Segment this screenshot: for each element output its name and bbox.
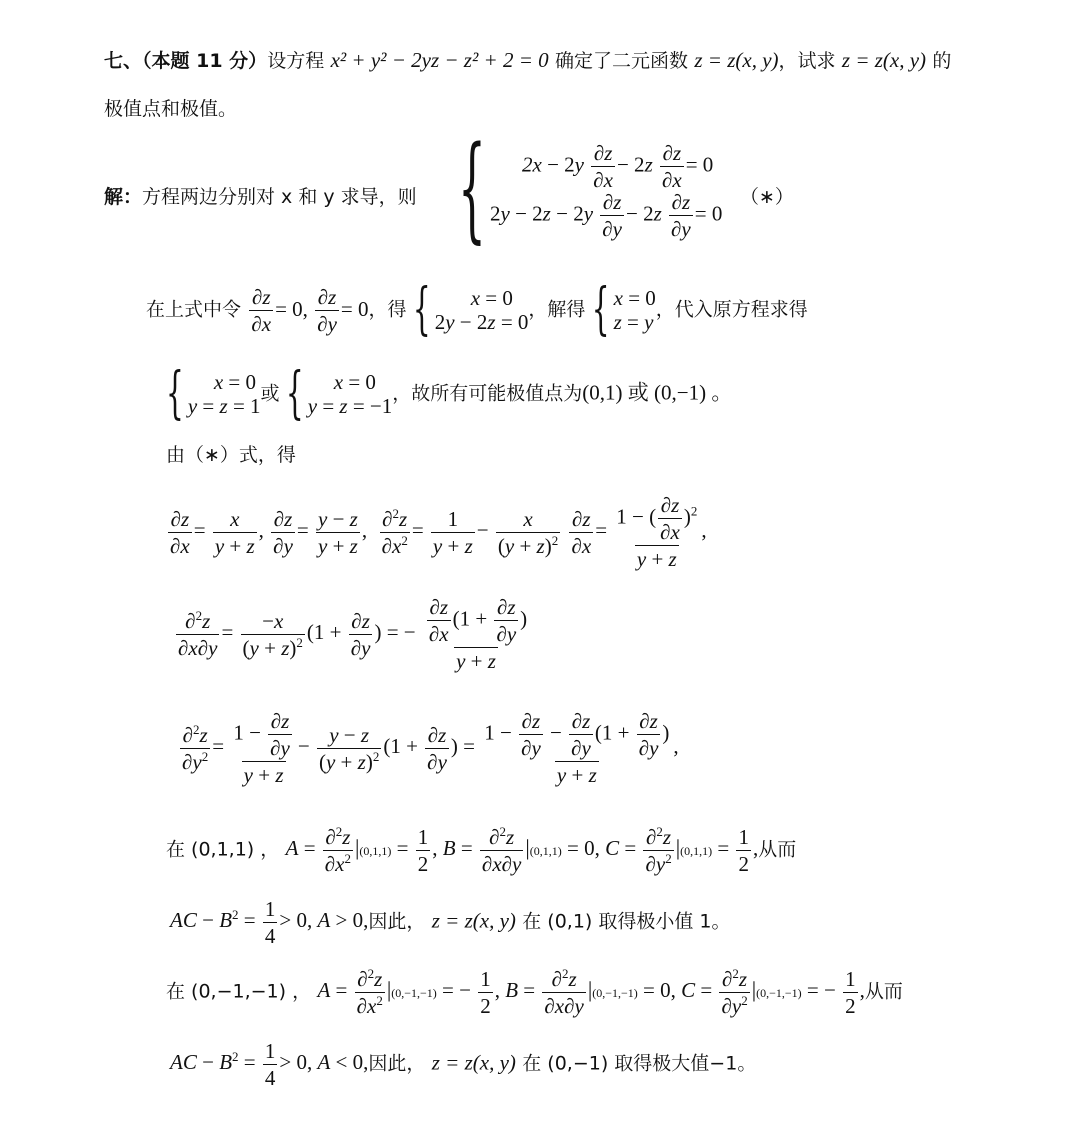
critical-condition-line: 在上式中令 $\frac{\partial z}{\partial x}$ = 0, $\frac{\partial z}{\partial y}$ = 0，得 { x = 0 2y − 2z = 0 ，解得 { x = 0 z = y ，代入原方程求得 [146,276,808,343]
get-text: ，得 [368,298,407,321]
point2-evaluation-line: 在 (0,−1,−1) ， A = $\frac{\partial^2z}{\partial x^2}$ |(0,−1,−1) = − $\frac{1}{2}$ , B = $\frac{\partial^2z}{\partial x\partial y}$ |(0,−1,−1) = 0, C = $\frac{\partial^2z}{\partial y^2}$ |(0,−1,−1) = − $\frac{1}{2}$ ,从而 [166,966,903,1019]
conclusion1-text: 因此， [368,910,426,933]
from-star-text: 由（∗）式，得 [166,444,296,466]
problem-number: 七、 [104,50,143,72]
problem-text-2: 确定了二元函数 [554,50,688,72]
solve-text: ，解得 [528,298,586,321]
thus-text-2: 从而 [864,980,903,1003]
conclusion2-function: z = z(x, y) [431,1050,516,1075]
equation-star-tag: （∗） [740,186,794,208]
problem-function-1: z = z(x, y) [694,48,779,72]
solution-intro [104,186,417,207]
problem-text-3: ，试求 [778,50,836,72]
substitute-text: ，代入原方程求得 [655,298,808,321]
problem-statement-line-2: 极值点和极值。 [104,98,238,120]
problem-equation: x² + y² − 2yz − z² + 2 = 0 [330,48,549,72]
problem-points: （本题 11 分） [142,50,268,72]
problem-function-2: z = z(x, y) [841,48,927,72]
point1-text: 在 (0,1,1) ， [166,838,280,861]
conclusion1-result: 在 (0,1) 取得极小值 1。 [522,910,731,933]
point2-conclusion-line: AC − $B^2$ = $\frac{1}{4}$ > 0, A < 0,因此， z = z(x, y) 在 (0,−1) 取得极大值−1。 [170,1039,757,1091]
problem-text-4: 的 [932,50,952,72]
points-value: (0,1) 或 (0,−1) 。 [582,380,733,405]
set-zero-text: 在上式中令 [146,298,242,321]
first-derivatives-line: $\frac{\partial z}{\partial x}$ = $\frac{x}{y + z}$ , $\frac{\partial z}{\partial y}$ = $\frac{y - z}{y + z}$ , $\frac{\partial^2z}{\partial x^2}$ = $\frac{1}{y + z}$ − $\frac{x}{(y + z)^2}$ $\frac{\partial z}{\partial x}$ = 1 − ( $\frac{\partial z}{\partial x}$ )$^2$ y + z , [170,493,707,572]
conclusion1-function: z = z(x, y) [431,908,516,933]
solution-label: 解： [104,186,143,208]
conclusion2-text: 因此， [368,1052,426,1075]
points-text: ，故所有可能极值点为 [392,382,583,405]
point1-evaluation-line: 在 (0,1,1) ， A = $\frac{\partial^2z}{\partial x^2}$ |(0,1,1) = $\frac{1}{2}$ , B = $\frac{\partial^2z}{\partial x\partial y}$ |(0,1,1) = 0, C = $\frac{\partial^2z}{\partial y^2}$ |(0,1,1) = $\frac{1}{2}$ ,从而 [166,824,797,877]
conclusion2-result: 在 (0,−1) 取得极大值−1。 [522,1052,757,1075]
problem-statement [104,50,951,71]
solution-intro-text: 方程两边分别对 x 和 y 求导，则 [142,186,417,208]
point1-conclusion-line: AC − $B^2$ = $\frac{1}{4}$ > 0, A > 0,因此， z = z(x, y) 在 (0,1) 取得极小值 1。 [170,897,731,949]
derivative-system: { 2x − 2y $\frac{\partial z}{\partial x}$ − 2z $\frac{\partial z}{\partial x}$ = 0 2y − 2z − 2y $\frac{\partial z}{\partial y}$ − 2z $\frac{\partial z}{\partial y}$ = 0 [458,123,723,257]
point2-text: 在 (0,−1,−1) ， [166,980,312,1003]
second-y-derivative-line: $\frac{\partial^2z}{\partial y^2}$ = 1 − $\frac{\partial z}{\partial y}$ y + z − $\frac{y - z}{(y + z)^2}$ (1 + $\frac{\partial z}{\partial y}$ ) = 1 − $\frac{\partial z}{\partial y}$ − $\frac{\partial z}{\partial y}$ (1 + $\frac{\partial z}{\partial y}$ ) y + z , [182,709,679,788]
or-text: 或 [260,382,280,405]
mixed-derivative-line: $\frac{\partial^2z}{\partial x\partial y}$ = $\frac{-x}{(y + z)^2}$ (1 + $\frac{\partial z}{\partial y}$ ) = − $\frac{\partial z}{\partial x}$ (1 + $\frac{\partial z}{\partial y}$ ) y + z [178,595,528,674]
thus-text-1: 从而 [758,838,797,861]
problem-text-1: 设方程 [267,50,325,72]
candidate-points-line: { x = 0 y = z = 1 或 { x = 0 y = z = −1 ，故所有可能极值点为(0,1) 或 (0,−1) 。 [166,360,733,427]
